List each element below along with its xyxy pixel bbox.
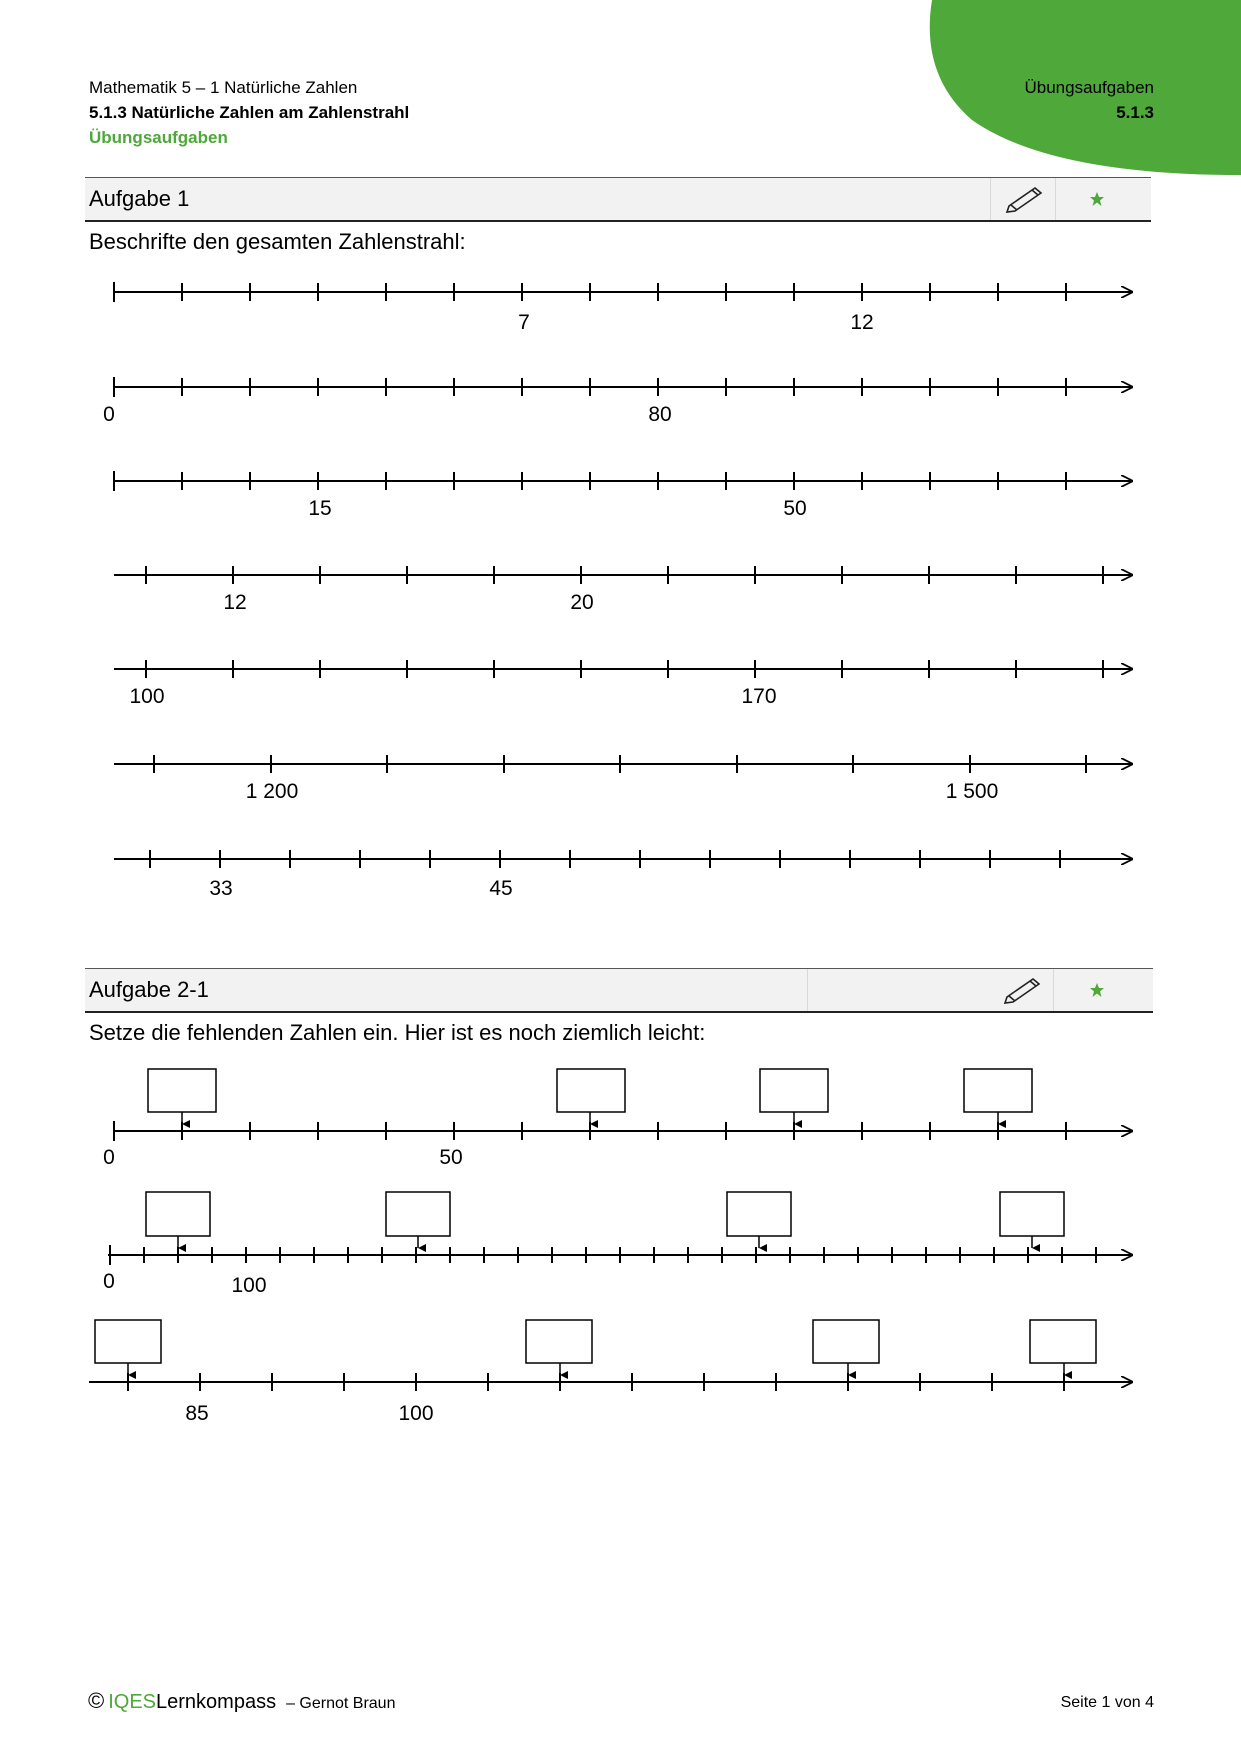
- number-line-6: [114, 755, 1132, 773]
- task2-line-2-label-b: 100: [231, 1274, 267, 1297]
- footer-brand: [88, 1688, 395, 1714]
- task2-line-3-label-b: 100: [398, 1402, 434, 1425]
- answer-box[interactable]: [148, 1069, 216, 1112]
- line-2-label-a: 0: [103, 403, 115, 426]
- answer-box[interactable]: [1000, 1192, 1064, 1236]
- task1-instruction: Beschrifte den gesamten Zahlenstrahl:: [89, 229, 466, 254]
- brand-lernkompass: Lernkompass: [156, 1691, 277, 1713]
- line-4-label-a: 12: [223, 591, 247, 614]
- right-code-line: 5.1.3: [1116, 103, 1154, 122]
- answer-box[interactable]: [95, 1320, 161, 1363]
- task1-title: Aufgabe 1: [89, 186, 190, 211]
- subject-line: Mathematik 5 – 1 Natürliche Zahlen: [89, 78, 358, 97]
- task2-line-2-label-a: 0: [103, 1270, 115, 1293]
- task2-line-3-label-a: 85: [185, 1402, 209, 1425]
- answer-box[interactable]: [526, 1320, 592, 1363]
- line-1-label-a: 7: [518, 311, 530, 334]
- task2-header-band: [85, 968, 1153, 1013]
- answer-box[interactable]: [727, 1192, 791, 1236]
- task2-number-line-3: [89, 1373, 1132, 1391]
- answer-box[interactable]: [813, 1320, 879, 1363]
- line-6-label-b: 1 500: [945, 780, 999, 803]
- number-line-7: [114, 850, 1132, 868]
- brand-iqes: IQES: [108, 1691, 157, 1713]
- line-2-label-b: 80: [648, 403, 672, 426]
- answer-box[interactable]: [386, 1192, 450, 1236]
- task2-instruction: Setze die fehlenden Zahlen ein. Hier ist es noch ziemlich leicht:: [89, 1020, 706, 1045]
- number-line-4: [114, 566, 1132, 584]
- line-6-label-a: 1 200: [245, 780, 299, 803]
- line-3-label-a: 15: [308, 497, 332, 520]
- number-line-3: [114, 471, 1132, 491]
- line-1-label-b: 12: [850, 311, 874, 334]
- page-number: Seite 1 von 4: [1060, 1694, 1154, 1711]
- line-4-label-b: 20: [570, 591, 594, 614]
- line-5-label-a: 100: [129, 685, 165, 708]
- answer-box[interactable]: [146, 1192, 210, 1236]
- task2-line-1-label-a: 0: [103, 1146, 115, 1169]
- line-7-label-b: 45: [489, 877, 513, 900]
- task2-number-line-2: [108, 1245, 1132, 1265]
- number-line-2: [114, 377, 1132, 397]
- copyright-symbol: ©: [88, 1688, 105, 1713]
- task2-line-1-label-b: 50: [439, 1146, 463, 1169]
- task2-number-line-1: [114, 1121, 1132, 1141]
- task2-title: Aufgabe 2-1: [89, 977, 209, 1002]
- answer-box[interactable]: [760, 1069, 828, 1112]
- right-type-line: Übungsaufgaben: [1024, 78, 1154, 97]
- star-icon: [1089, 982, 1105, 998]
- line-7-label-a: 33: [209, 877, 233, 900]
- type-line: Übungsaufgaben: [89, 128, 228, 147]
- line-3-label-b: 50: [783, 497, 807, 520]
- answer-box[interactable]: [557, 1069, 625, 1112]
- footer-author: – Gernot Braun: [286, 1695, 396, 1712]
- number-line-1: [114, 282, 1132, 302]
- section-line: 5.1.3 Natürliche Zahlen am Zahlenstrahl: [89, 103, 410, 122]
- answer-box[interactable]: [964, 1069, 1032, 1112]
- pencil-icon: [1003, 975, 1043, 1005]
- number-line-5: [114, 660, 1132, 678]
- line-5-label-b: 170: [741, 685, 777, 708]
- answer-box[interactable]: [1030, 1320, 1096, 1363]
